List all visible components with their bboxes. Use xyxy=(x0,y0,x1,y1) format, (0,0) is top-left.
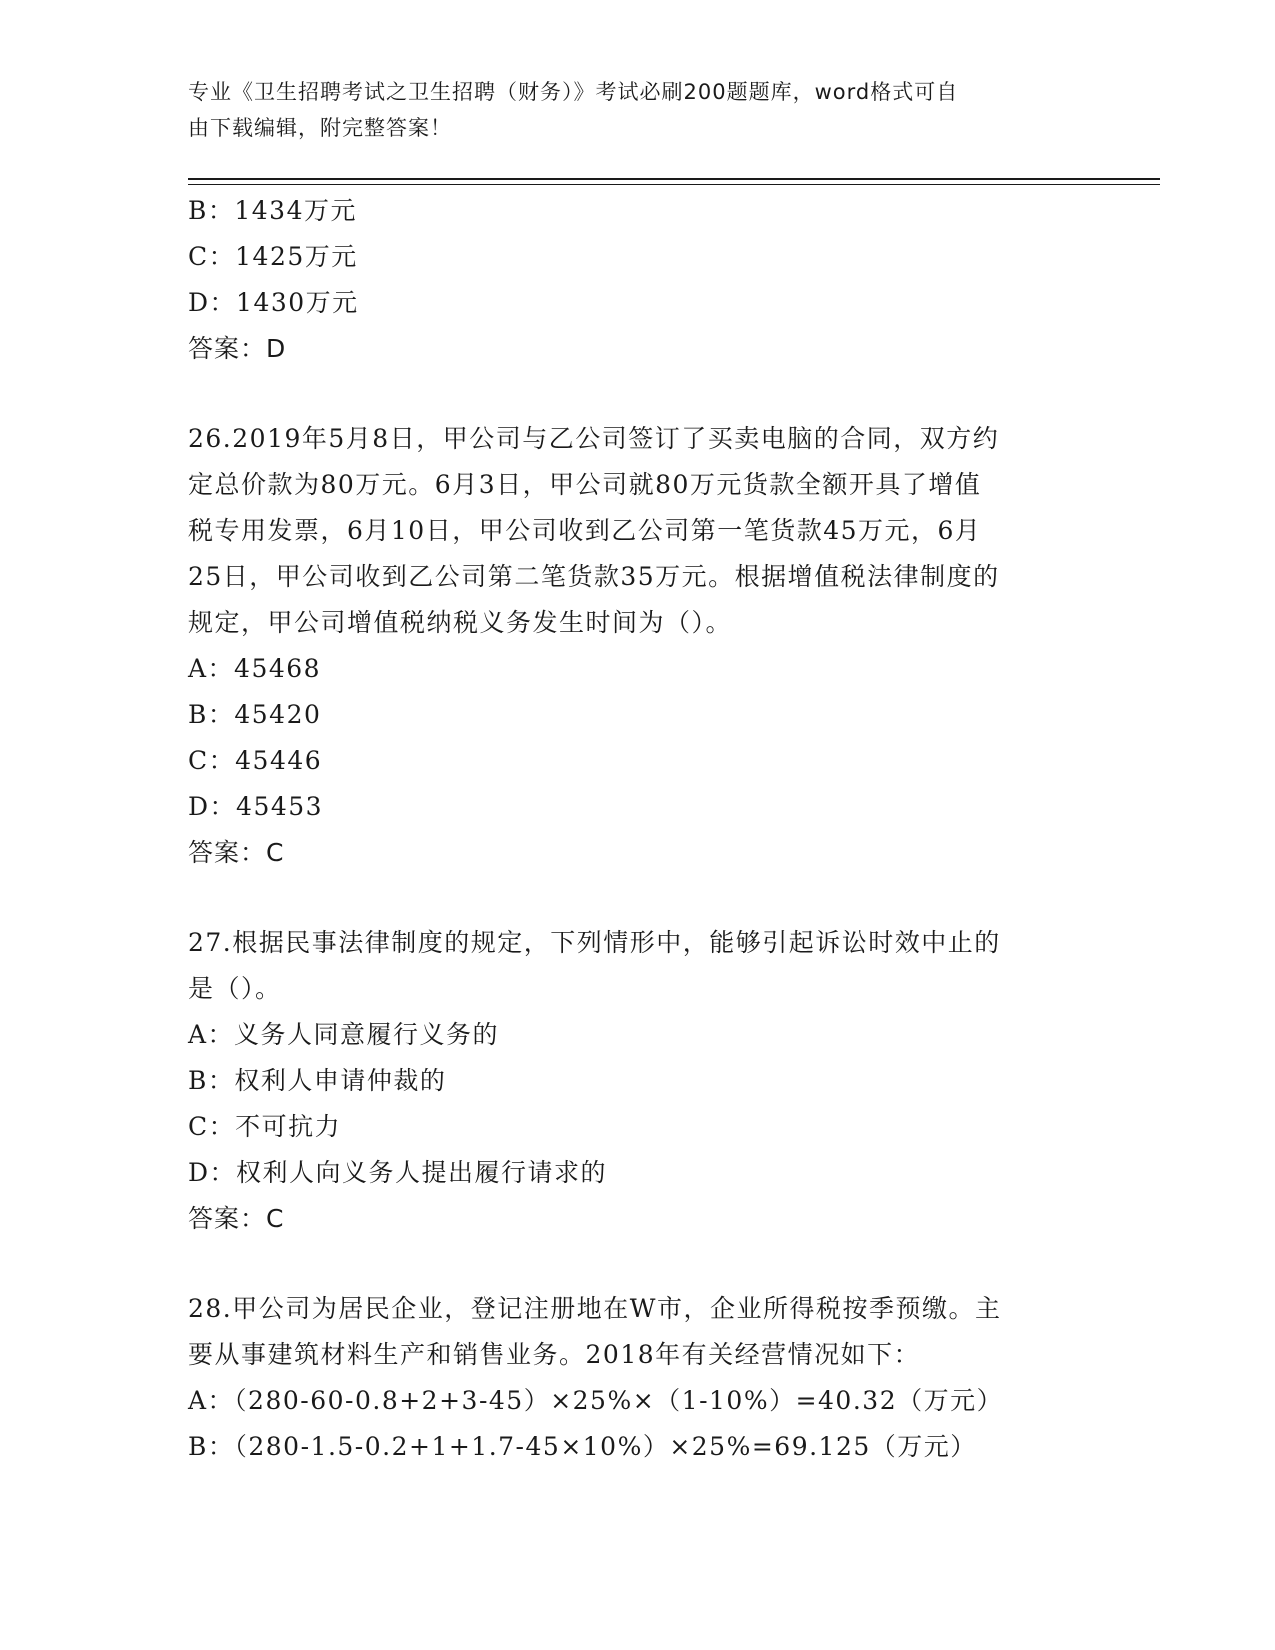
option-c: C：1425万元 xyxy=(188,242,358,271)
question-stem-line: 27.根据民事法律制度的规定，下列情形中，能够引起诉讼时效中止的 xyxy=(188,928,1001,957)
option-c: C：45446 xyxy=(188,746,323,775)
question-content xyxy=(188,188,1088,1470)
header-line-2: 由下载编辑，附完整答案！ xyxy=(188,116,452,140)
header-divider-thin xyxy=(188,184,1160,185)
page-header xyxy=(188,74,1088,146)
question-26 xyxy=(188,416,1088,876)
question-25-tail xyxy=(188,188,1088,372)
header-line-1: 专业《卫生招聘考试之卫生招聘（财务）》考试必刷200题题库，word格式可自 xyxy=(188,80,959,104)
question-stem-line: 25日，甲公司收到乙公司第二笔货款35万元。根据增值税法律制度的 xyxy=(188,562,1000,591)
spacer xyxy=(188,372,1088,416)
question-stem-line: 定总价款为80万元。6月3日，甲公司就80万元货款全额开具了增值 xyxy=(188,470,982,499)
option-b: B：1434万元 xyxy=(188,196,357,225)
spacer xyxy=(188,876,1088,920)
answer-line: 答案：D xyxy=(188,334,287,363)
question-stem-line: 是（）。 xyxy=(188,974,282,1003)
option-b: B：45420 xyxy=(188,700,322,729)
option-b: B：权利人申请仲裁的 xyxy=(188,1066,447,1095)
question-stem-line: 税专用发票，6月10日，甲公司收到乙公司第一笔货款45万元，6月 xyxy=(188,516,982,545)
question-stem-line: 26.2019年5月8日，甲公司与乙公司签订了买卖电脑的合同，双方约 xyxy=(188,424,1000,453)
option-d: D：1430万元 xyxy=(188,288,359,317)
header-divider-thick xyxy=(188,178,1160,180)
answer-line: 答案：C xyxy=(188,1204,285,1233)
option-a: A：义务人同意履行义务的 xyxy=(188,1020,500,1049)
question-stem-line: 要从事建筑材料生产和销售业务。2018年有关经营情况如下： xyxy=(188,1340,921,1369)
question-stem-line: 规定，甲公司增值税纳税义务发生时间为（）。 xyxy=(188,608,733,637)
option-d: D：权利人向义务人提出履行请求的 xyxy=(188,1158,608,1187)
option-c: C：不可抗力 xyxy=(188,1112,342,1141)
option-a: A：45468 xyxy=(188,654,322,683)
option-d: D：45453 xyxy=(188,792,324,821)
option-b: B：（280-1.5-0.2+1+1.7-45×10%）×25%=69.125（万元） xyxy=(188,1432,977,1461)
question-stem-line: 28.甲公司为居民企业，登记注册地在W市，企业所得税按季预缴。主 xyxy=(188,1294,1002,1323)
answer-line: 答案：C xyxy=(188,838,285,867)
option-a: A：（280-60-0.8+2+3-45）×25%×（1-10%）=40.32（万元） xyxy=(188,1386,1004,1415)
question-28 xyxy=(188,1286,1088,1470)
spacer xyxy=(188,1242,1088,1286)
question-27 xyxy=(188,920,1088,1242)
